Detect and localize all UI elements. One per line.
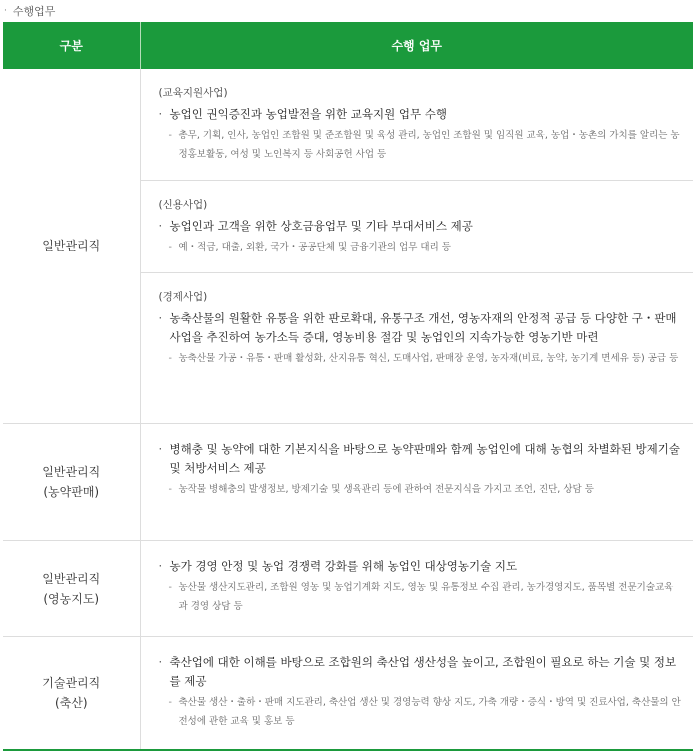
duty-main: · 농가 경영 안정 및 농업 경쟁력 강화를 위해 농업인 대상영농기술 지도 xyxy=(159,557,682,576)
table-header-row xyxy=(3,22,693,69)
category-cell xyxy=(3,541,140,637)
category-sublabel: (축산) xyxy=(54,696,88,710)
duty-detail: - 농축산물 가공・유통・판매 활성화, 산지유통 혁신, 도매사업, 판매장 운영, 농자재(비료, 농약, 농기계 면세유 등) 공급 등 xyxy=(159,349,682,368)
duty-detail: - 농작물 병해충의 발생정보, 방제기술 및 생육관리 등에 관하여 전문지식을 가지고 조언, 진단, 상담 등 xyxy=(159,480,682,499)
table-row xyxy=(3,541,693,637)
category-label: 기술관리직 xyxy=(42,676,101,690)
category-label: 일반관리직 xyxy=(42,465,101,479)
category-cell xyxy=(3,69,140,424)
duty-detail: - 농산물 생산지도관리, 조합원 영농 및 농업기계화 지도, 영농 및 유통정보 수집 관리, 농가경영지도, 품목별 전문기술교육과 경영 상담 등 xyxy=(159,578,682,616)
duty-block xyxy=(141,541,694,616)
category-cell xyxy=(3,424,140,541)
category-cell xyxy=(3,637,140,751)
bullet-icon: · xyxy=(4,6,7,16)
sub-label: (경제사업) xyxy=(158,291,208,303)
header-category: 구분 xyxy=(3,22,140,69)
category-sublabel: (영농지도) xyxy=(43,591,100,606)
duty-main: · 축산업에 대한 이해를 바탕으로 조합원의 축산업 생산성을 높이고, 조합원이 필요로 하는 기술 및 정보를 제공 xyxy=(159,653,682,691)
duties-cell xyxy=(140,541,693,637)
duty-main: · 농축산물의 원활한 유통을 위한 판로확대, 유통구조 개선, 영농자재의 안정적 공급 등 다양한 구・판매사업을 추진하여 농가소득 증대, 영농비용 절감 및 농업인의 지속가능한 영농기반 마련 xyxy=(159,309,682,347)
category-sublabel: (농약판매) xyxy=(43,485,100,499)
duty-main: · 농업인 권익증진과 농업발전을 위한 교육지원 업무 수행 xyxy=(159,105,682,124)
sub-label: (교육지원사업) xyxy=(158,87,228,99)
category-label: 일반관리직 xyxy=(42,571,101,586)
duties-cell xyxy=(140,69,693,424)
duties-table xyxy=(3,22,693,751)
duty-detail: - 예・적금, 대출, 외환, 국가・공공단체 및 금융기관의 업무 대리 등 xyxy=(159,238,682,257)
duty-block xyxy=(141,181,694,273)
duty-block xyxy=(141,637,694,731)
table-row xyxy=(3,69,693,424)
duties-cell xyxy=(140,637,693,751)
category-label: 일반관리직 xyxy=(42,239,101,253)
duty-block xyxy=(141,69,694,181)
duty-main: · 병해충 및 농약에 대한 기본지식을 바탕으로 농약판매와 함께 농업인에 대해 농협의 차별화된 방제기술 및 처방서비스 제공 xyxy=(159,440,682,478)
duty-detail: - 총무, 기획, 인사, 농업인 조합원 및 준조합원 및 육성 관리, 농업인 조합원 및 임직원 교육, 농업・농촌의 가치를 알리는 농정홍보활동, 여성 및 노인복지 등 사회공헌 사업 등 xyxy=(159,126,682,164)
duty-block xyxy=(141,273,694,423)
section-title xyxy=(0,0,695,22)
duty-detail: - 축산물 생산・출하・판매 지도관리, 축산업 생산 및 경영능력 향상 지도, 가축 개량・증식・방역 및 진료사업, 축산물의 안전성에 관한 교육 및 홍보 등 xyxy=(159,693,682,731)
header-duties: 수행 업무 xyxy=(140,22,693,69)
duties-cell xyxy=(140,424,693,541)
sub-label: (신용사업) xyxy=(158,199,208,211)
table-row xyxy=(3,424,693,541)
duty-main: · 농업인과 고객을 위한 상호금융업무 및 기타 부대서비스 제공 xyxy=(159,217,682,236)
duty-block xyxy=(141,424,694,499)
section-title-text: 수행업무 xyxy=(12,5,56,18)
table-row xyxy=(3,637,693,751)
